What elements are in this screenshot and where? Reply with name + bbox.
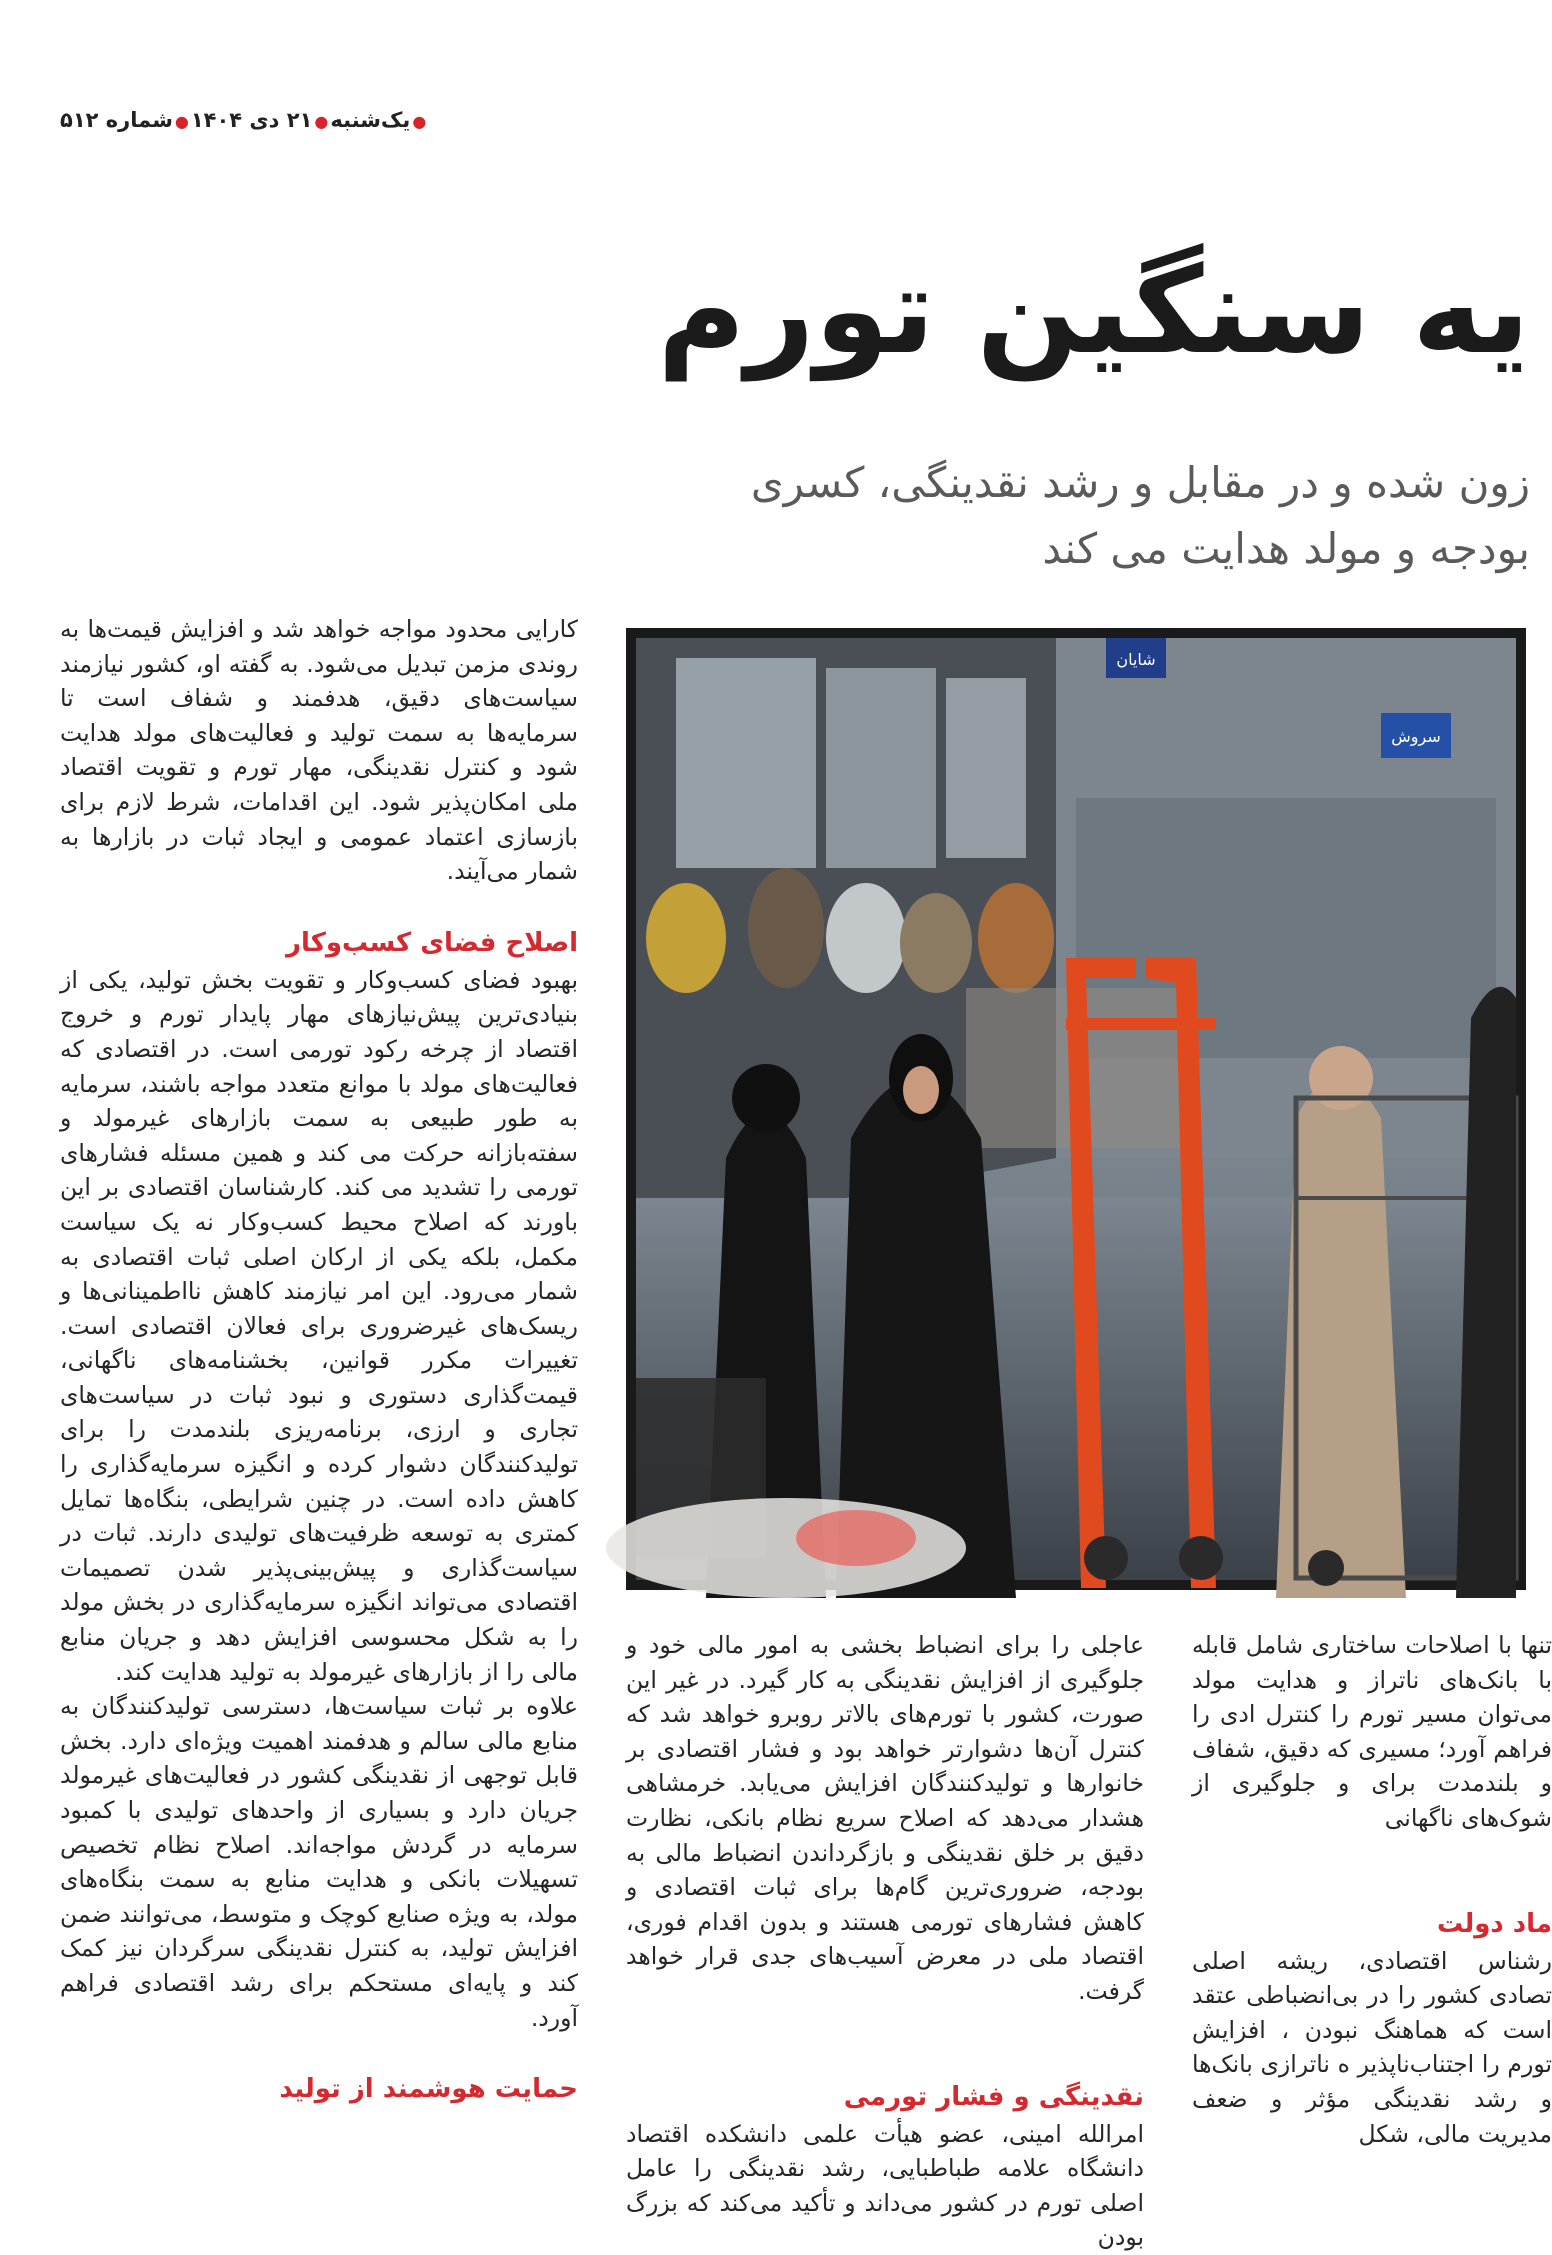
subhead: اصلاح فضای کسب‌وکار: [286, 927, 578, 958]
subhead: ماد دولت: [1436, 1908, 1552, 1939]
paragraph: کارایی محدود مواجه خواهد شد و افزایش قیمت‌ها به روندی مزمن تبدیل می‌شود. به گفته او، کشور نیازمند سیاست‌های دقیق، هدفمند و شفاف است تا سرمایه‌ها به سمت تولید و فعالیت‌های مولد هدایت شود و کنترل نقدینگی، مهار تورم و تقویت اقتصاد ملی امکان‌پذیر شود. این اقدامات، شرط لازم برای بازسازی اعتماد عمومی و ایجاد ثبات در بازارها به شمار می‌آیند.: [60, 615, 578, 886]
dateline-dot: ●: [412, 112, 427, 131]
dateline-dot: ●: [314, 112, 329, 131]
deck: زون شده و در مقابل و رشد نقدینگی، کسری بودجه و مولد هدایت می کند: [750, 458, 1530, 573]
paragraph: تنها با اصلاحات ساختاری شامل قابله با بانک‌های ناتراز و هدایت مولد می‌توان مسیر تورم را کنترل ادی را فراهم آورد؛ مسیری که دقیق، شفاف و بلندمدت برای و جلوگیری از شوک‌های ناگهانی: [1192, 1631, 1552, 1832]
dateline-day: یک‌شنبه: [330, 108, 411, 132]
dateline-dot: ●: [174, 112, 189, 131]
paragraph: عاجلی را برای انضباط بخشی به امور مالی خود و جلوگیری از افزایش نقدینگی به کار گیرد. در غیر این صورت، کشور با تورم‌های بالاتر روبرو خواهد شد که کنترل آن‌ها دشوارتر خواهد بود و فشار اقتصادی بر خانوارها و تولیدکنندگان افزایش می‌یابد. خرمشاهی هشدار می‌دهد که اصلاح سریع نظام بانکی، نظارت دقیق بر خلق نقدینگی و بازگرداندن انضباط مالی به بودجه، ضروری‌ترین گام‌ها برای ثبات اقتصادی و کاهش فشارهای تورمی هستند و بدون اقدام فوری، اقتصاد ملی در معرض آسیب‌های جدی قرار خواهد گرفت.: [626, 1631, 1144, 2005]
paragraph: رشناس اقتصادی، ریشه اصلی تصادی کشور را در بی‌انضباطی عتقد است که هماهنگ نبودن ، افزایش تورم را اجتناب‌ناپذیر ه ناترازی بانک‌ها و رشد نقدینگی مؤثر و ضعف مدیریت مالی، شکل: [1192, 1946, 1552, 2148]
headline: یه سنگین تورم: [657, 242, 1530, 381]
article-column-middle: [626, 1628, 1144, 2255]
paragraph: بهبود فضای کسب‌وکار و تقویت بخش تولید، یکی از بنیادی‌ترین پیش‌نیازهای مهار پایدار تورم و خروج اقتصاد از چرخه رکود تورمی است. در اقتصادی که فعالیت‌های مولد با موانع متعدد مواجه باشند، سرمایه به طور طبیعی به سمت بازارهای غیرمولد و سفته‌بازانه حرکت می کند و همین مسئله فشارهای تورمی را تشدید می کند. کارشناسان اقتصادی بر این باورند که اصلاح محیط کسب‌وکار نه یک سیاست مکمل، بلکه یکی از ارکان اصلی ثبات اقتصادی به شمار می‌رود. این امر نیازمند کاهش نااطمینانی‌ها و ریسک‌های غیرضروری برای فعالان اقتصادی است. تغییرات مکرر قوانین، بخشنامه‌های ناگهانی، قیمت‌گذاری دستوری و نبود ثبات در سیاست‌های تجاری و ارزی، برنامه‌ریزی بلندمدت را برای تولیدکنندگان دشوار کرده و انگیزه سرمایه‌گذاری را کاهش داده است. در چنین شرایطی، بنگاه‌ها تمایل کمتری به توسعه ظرفیت‌های تولیدی دارند. ثبات در سیاست‌گذاری و پیش‌بینی‌پذیر شدن تصمیمات اقتصادی می‌تواند انگیزه سرمایه‌گذاری در بخش مولد را به شکل محسوسی افزایش دهد و جریان منابع مالی را از بازارهای غیرمولد به تولید هدایت کند.: [60, 965, 578, 1686]
article-column-left: [60, 612, 578, 2109]
bazaar-photo: [626, 628, 1526, 1590]
paragraph: علاوه بر ثبات سیاست‌ها، دسترسی تولیدکنندگان به منابع مالی سالم و هدفمند اهمیت ویژه‌ای دارد. بخش قابل توجهی از نقدینگی کشور در فعالیت‌های غیرمولد جریان دارد و بسیاری از واحدهای تولیدی با کمبود سرمایه در گردش مواجه‌اند. اصلاح نظام تخصیص تسهیلات بانکی و هدایت منابع به سمت بنگاه‌های مولد، به ویژه صنایع کوچک و متوسط، می‌توانند ضمن افزایش تولید، به کنترل نقدینگی سرگردان نیز کمک کند و پایه‌ای مستحکم برای رشد اقتصادی فراهم آورد.: [60, 1692, 578, 2032]
dateline-issue: شماره ۵۱۲: [60, 108, 173, 132]
dateline-date: ۲۱ دی ۱۴۰۴: [190, 108, 313, 132]
dateline: [60, 108, 428, 132]
subhead: نقدینگی و فشار تورمی: [843, 2081, 1144, 2112]
bazaar-photo-icon: [636, 638, 1516, 1580]
paragraph: امرالله امینی، عضو هیأت علمی دانشکده اقتصاد دانشگاه علامه طباطبایی، رشد نقدینگی را عامل اصلی تورم در کشور می‌داند و تأکید می‌کند که بزرگ بودن: [626, 2119, 1144, 2252]
article-column-right: [1192, 1628, 1552, 2151]
photo-sign-1: شایان: [1116, 650, 1156, 669]
photo-sign-2: سروش: [1391, 727, 1441, 746]
subhead: حمایت هوشمند از تولید: [279, 2074, 578, 2105]
